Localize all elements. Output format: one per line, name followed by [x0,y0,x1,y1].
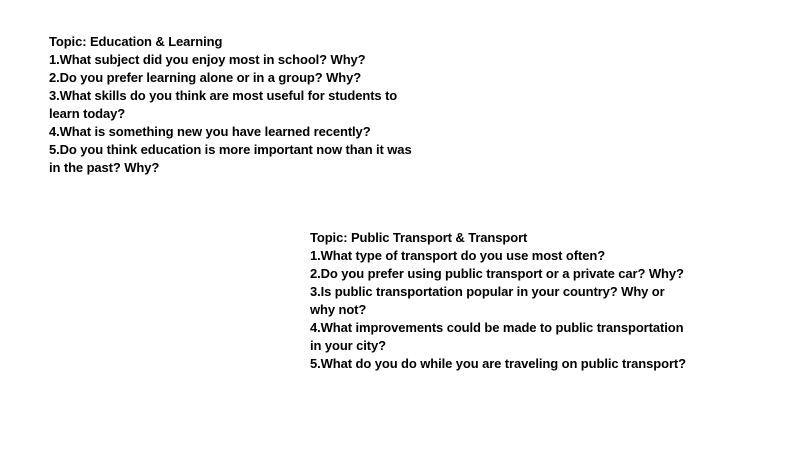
transport-question-4-continued: in your city? [310,338,386,353]
transport-question-1: 1.What type of transport do you use most often? [310,248,606,263]
transport-question-5: 5.What do you do while you are traveling on public transport? [310,356,686,371]
transport-question-4: 4.What improvements could be made to public transportation [310,320,684,335]
transport-question-3-continued: why not? [310,302,367,317]
education-topic-block [49,33,439,177]
education-question-1: 1.What subject did you enjoy most in school? Why? [49,52,366,67]
transport-topic-title: Topic: Public Transport & Transport [310,230,528,245]
education-question-5-continued: in the past? Why? [49,160,160,175]
transport-topic-block [310,229,710,373]
education-question-2: 2.Do you prefer learning alone or in a group? Why? [49,70,362,85]
education-question-3-continued: learn today? [49,106,126,121]
education-question-3: 3.What skills do you think are most useful for students to [49,88,398,103]
education-topic-title: Topic: Education & Learning [49,34,223,49]
transport-question-2: 2.Do you prefer using public transport or a private car? Why? [310,266,684,281]
education-question-4: 4.What is something new you have learned recently? [49,124,371,139]
transport-question-3: 3.Is public transportation popular in your country? Why or [310,284,665,299]
education-question-5: 5.Do you think education is more important now than it was [49,142,412,157]
